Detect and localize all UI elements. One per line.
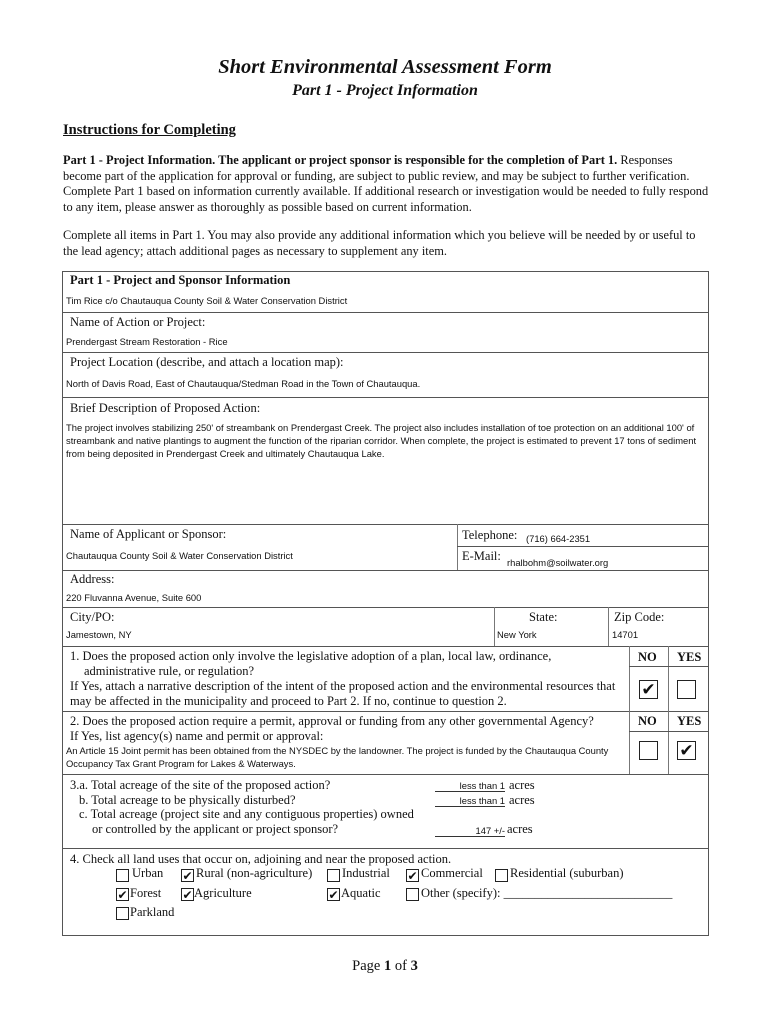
- commercial-checkbox[interactable]: [406, 869, 419, 882]
- q1-line-1: 1. Does the proposed action only involve the legislative adoption of a plan, local law, ordinance,: [70, 649, 552, 663]
- telephone-field[interactable]: (716) 664-2351: [526, 533, 591, 544]
- instructions-paragraph-1: [63, 153, 713, 215]
- agriculture-checkbox[interactable]: [181, 888, 194, 901]
- q1-no-label: NO: [638, 650, 657, 664]
- q3a-unit: acres: [509, 778, 535, 792]
- industrial-label: Industrial: [342, 866, 390, 880]
- aquatic-checkbox[interactable]: [327, 888, 340, 901]
- q2-answer-field[interactable]: An Article 15 Joint permit has been obtained from the NYSDEC by the landowner. The project is funded by the Chautauqua County Occupancy Tax Grant Program for Lakes & Waterways.: [66, 745, 609, 769]
- email-label: E-Mail:: [462, 549, 501, 563]
- forest-checkbox[interactable]: [116, 888, 129, 901]
- q2-line-2: If Yes, list agency(s) name and permit or approval:: [70, 729, 324, 743]
- rural-label: Rural (non-agriculture): [196, 866, 313, 880]
- address-label: Address:: [70, 572, 115, 586]
- q3c-label-2: or controlled by the applicant or project sponsor?: [92, 822, 339, 836]
- residential-label: Residential (suburban): [510, 866, 624, 880]
- state-field[interactable]: New York: [497, 629, 537, 640]
- city-field[interactable]: Jamestown, NY: [66, 629, 132, 640]
- q1-line-4: may be affected in the municipality and proceed to Part 2. If no, continue to question 2.: [70, 694, 507, 708]
- action-name-field[interactable]: Prendergast Stream Restoration - Rice: [66, 336, 228, 347]
- page-mid: of: [391, 958, 411, 974]
- applicant-field[interactable]: Chautauqua County Soil & Water Conservation District: [66, 550, 293, 561]
- checkmark-icon: ✔: [679, 741, 694, 761]
- q3a-field[interactable]: less than 1: [435, 780, 505, 792]
- parkland-checkbox[interactable]: [116, 907, 129, 920]
- q3c-label-1: c. Total acreage (project site and any contiguous properties) owned: [79, 807, 414, 821]
- q3b-unit: acres: [509, 793, 535, 807]
- form-subtitle: Part 1 - Project Information: [292, 82, 478, 99]
- commercial-label: Commercial: [421, 866, 483, 880]
- city-label: City/PO:: [70, 610, 115, 624]
- action-name-label: Name of Action or Project:: [70, 315, 206, 329]
- checkmark-icon: ✔: [117, 888, 128, 902]
- q3c-field[interactable]: 147 +/-: [435, 825, 505, 837]
- q2-no-label: NO: [638, 714, 657, 728]
- page-prefix: Page: [352, 958, 384, 974]
- forest-label: Forest: [130, 886, 162, 900]
- applicant-label: Name of Applicant or Sponsor:: [70, 527, 227, 541]
- section-title: Part 1 - Project and Sponsor Information: [70, 273, 291, 287]
- q3b-label: b. Total acreage to be physically disturbed?: [79, 793, 296, 807]
- q1-line-3: If Yes, attach a narrative description of the intent of the proposed action and the environmental resources that: [70, 679, 616, 693]
- instructions-heading: Instructions for Completing: [63, 122, 236, 138]
- q1-yes-label: YES: [677, 650, 702, 664]
- q2-yes-label: YES: [677, 714, 702, 728]
- q3c-unit: acres: [507, 822, 533, 836]
- location-label: Project Location (describe, and attach a location map):: [70, 355, 344, 369]
- q1-line-2: administrative rule, or regulation?: [84, 664, 255, 678]
- instructions-paragraph-2: Complete all items in Part 1. You may also provide any additional information which you believe will be needed by or useful to the lead agency; attach additional pages as necessary to supplement any item.: [63, 228, 696, 258]
- zip-label: Zip Code:: [614, 610, 665, 624]
- checkmark-icon: ✔: [182, 869, 193, 883]
- description-label: Brief Description of Proposed Action:: [70, 401, 261, 415]
- form-title: Short Environmental Assessment Form: [218, 56, 552, 78]
- page-total: 3: [410, 958, 418, 974]
- checkmark-icon: ✔: [641, 680, 656, 700]
- instructions-part1-bold: Part 1 - Project Information. The applicant or project sponsor is responsible for the completion of Part 1.: [63, 153, 618, 167]
- rural-checkbox[interactable]: [181, 869, 194, 882]
- checkmark-icon: ✔: [328, 888, 339, 902]
- other-checkbox[interactable]: [406, 888, 419, 901]
- industrial-checkbox[interactable]: [327, 869, 340, 882]
- agriculture-label: Agriculture: [194, 886, 252, 900]
- address-field[interactable]: 220 Fluvanna Avenue, Suite 600: [66, 592, 202, 603]
- urban-label: Urban: [132, 866, 164, 880]
- q1-no-checkbox[interactable]: [639, 680, 658, 699]
- aquatic-label: Aquatic: [341, 886, 381, 900]
- q2-line-1: 2. Does the proposed action require a permit, approval or funding from any other governmental Agency?: [70, 714, 594, 728]
- other-label: Other (specify): ___________________________: [421, 886, 673, 900]
- sponsor-info-field[interactable]: Tim Rice c/o Chautauqua County Soil & Water Conservation District: [66, 295, 348, 306]
- urban-checkbox[interactable]: [116, 869, 129, 882]
- description-field[interactable]: The project involves stabilizing 250' of streambank on Prendergast Creek. The project also includes installation of toe protection on an additional 100' of streambank and native plantings to augment the function of the riparian corridor. When complete, the project is estimated to prevent 17 tons of sediment from being deposited in Prendergast Creek and ultimately Chautauqua Lake.: [66, 422, 697, 459]
- q2-no-checkbox[interactable]: [639, 741, 658, 760]
- checkmark-icon: ✔: [407, 869, 418, 883]
- instructions-part1-rest: Responses become part of the application for approval or funding, are subject to public review, and may be subject to further verification. Complete Part 1 based on information currently available. If additional research or investigation would be needed to fully respond to any item, please answer as thoroughly as possible based on current information.: [63, 153, 709, 214]
- page-current: 1: [383, 958, 392, 974]
- residential-checkbox[interactable]: [495, 869, 508, 882]
- q4-label: 4. Check all land uses that occur on, adjoining and near the proposed action.: [70, 852, 452, 866]
- parkland-label: Parkland: [130, 905, 175, 919]
- q1-yes-checkbox[interactable]: [677, 680, 696, 699]
- q3b-field[interactable]: less than 1: [435, 795, 505, 807]
- location-field[interactable]: North of Davis Road, East of Chautauqua/Stedman Road in the Town of Chautauqua.: [66, 378, 421, 389]
- page-number: [0, 958, 770, 975]
- state-label: State:: [529, 610, 558, 624]
- email-field[interactable]: rhalbohm@soilwater.org: [507, 557, 609, 568]
- telephone-label: Telephone:: [462, 528, 518, 542]
- q3a-label: 3.a. Total acreage of the site of the proposed action?: [70, 778, 331, 792]
- q2-yes-checkbox[interactable]: [677, 741, 696, 760]
- zip-field[interactable]: 14701: [612, 629, 639, 640]
- checkmark-icon: ✔: [182, 888, 193, 902]
